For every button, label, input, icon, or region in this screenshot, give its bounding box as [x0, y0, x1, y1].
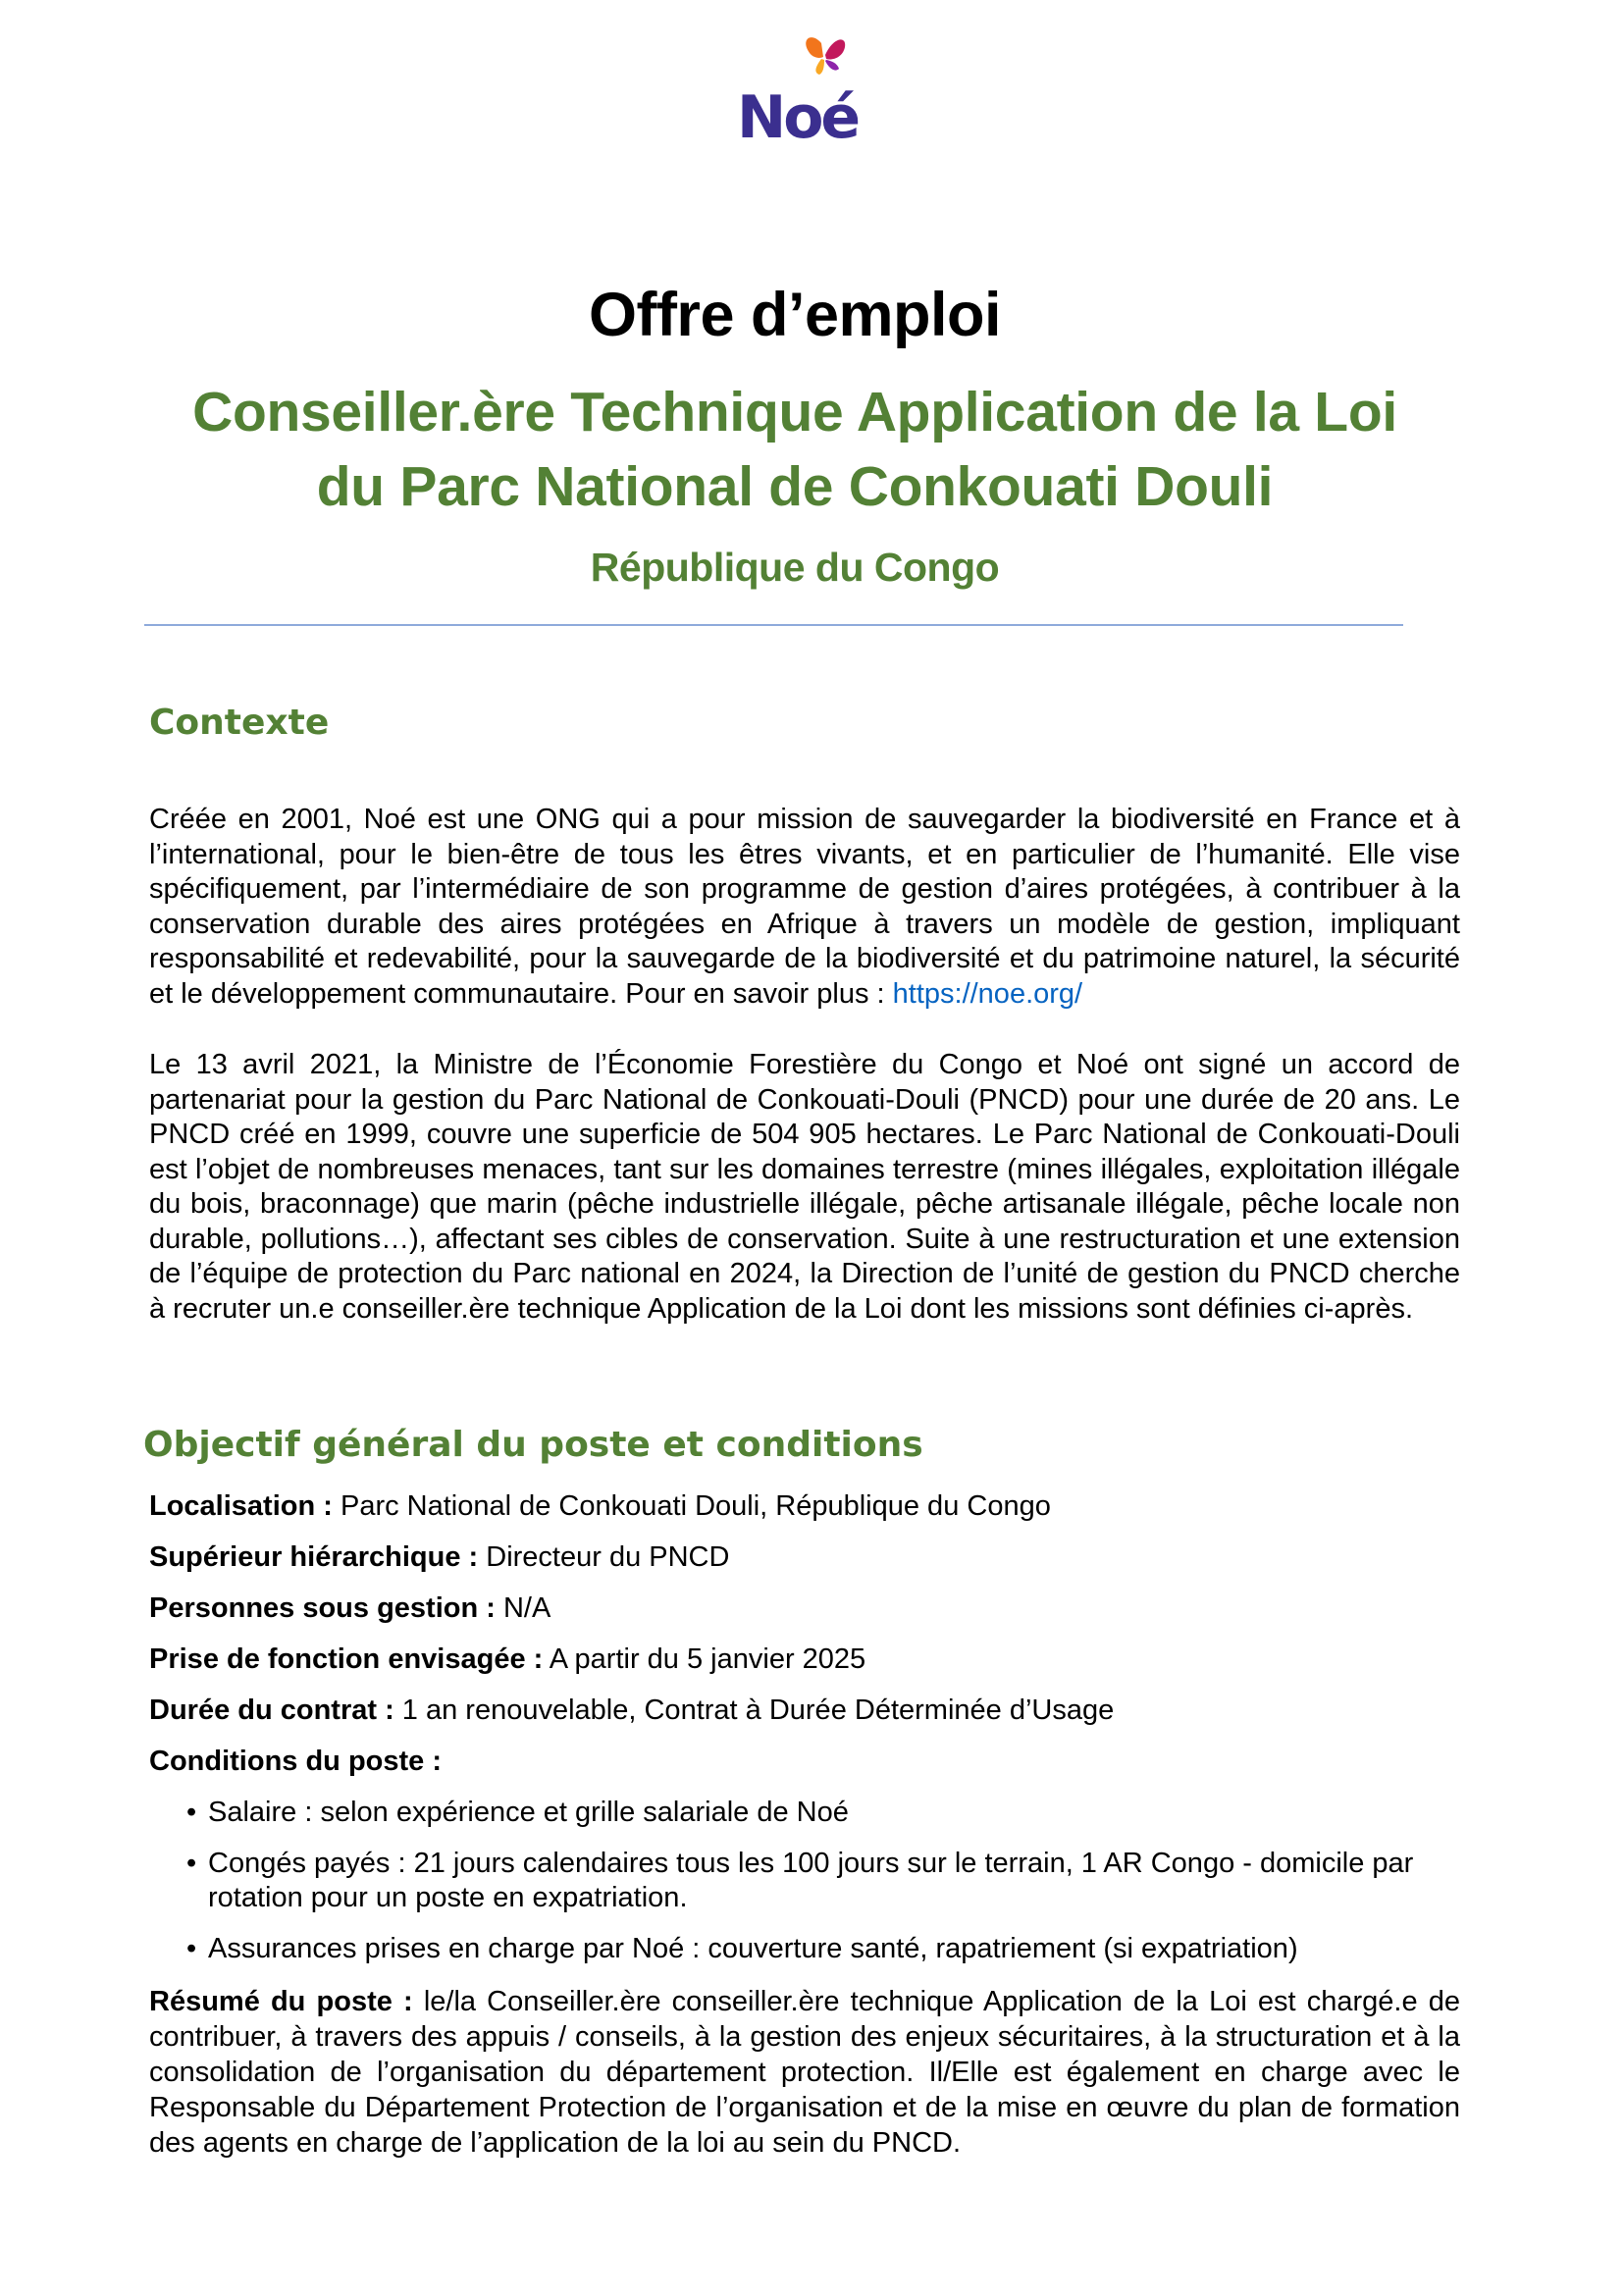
field-label: Prise de fonction envisagée :	[149, 1643, 544, 1675]
field-value: A partir du 5 janvier 2025	[543, 1643, 866, 1675]
field-value: N/A	[495, 1592, 551, 1624]
field-label: Résumé du poste :	[149, 1986, 413, 2017]
field-resume-poste	[149, 1984, 1460, 2161]
butterfly-icon	[731, 31, 878, 149]
field-value: Directeur du PNCD	[478, 1541, 730, 1573]
field-label: Personnes sous gestion :	[149, 1592, 496, 1624]
conditions-list	[186, 1796, 1462, 1983]
job-title	[118, 375, 1472, 524]
field-label: Localisation :	[149, 1490, 333, 1522]
context-paragraph-1-text: Créée en 2001, Noé est une ONG qui a pour mission de sauvegarder la biodiversité en France et à l’international, pour le bien-être de tous les êtres vivants, et en particulier de l’humanité. Elle vise spécifiquement, par l’intermédiaire de son programme de gestion d’aires protégées, à contribuer à la conservation durable des aires protégées en Afrique à travers un modèle de gestion, impliquant responsabilité et redevabilité, pour la sauvegarde de la biodiversité et du patrimoine naturel, la sécurité et le développement communautaire. Pour en savoir plus :	[149, 804, 1460, 1010]
field-localisation	[149, 1489, 1460, 1524]
bullet-icon: •	[186, 1848, 197, 1879]
list-item	[186, 1847, 1462, 1915]
bullet-icon: •	[186, 1933, 197, 1964]
bullet-icon: •	[186, 1797, 197, 1828]
field-conditions	[149, 1745, 1460, 1779]
list-item-text: Assurances prises en charge par Noé : couverture santé, rapatriement (si expatriation)	[208, 1933, 1298, 1964]
field-value: 1 an renouvelable, Contrat à Durée Déterminée d’Usage	[393, 1695, 1115, 1726]
job-title-line-1: Conseiller.ère Technique Application de la Loi	[192, 381, 1397, 443]
job-title-line-2: du Parc National de Conkouati Douli	[316, 455, 1274, 518]
field-superieur	[149, 1540, 1460, 1575]
section-heading-contexte: Contexte	[149, 703, 330, 743]
document-title: Offre d’emploi	[588, 281, 1002, 349]
country-subtitle: République du Congo	[590, 545, 1000, 590]
list-item-text: Congés payés : 21 jours calendaires tous les 100 jours sur le terrain, 1 AR Congo - domicile par rotation pour un poste en expatriation.	[208, 1848, 1414, 1913]
list-item	[186, 1796, 1462, 1830]
field-prise-de-fonction	[149, 1643, 1460, 1677]
context-paragraph-1	[149, 803, 1460, 1012]
list-item	[186, 1932, 1462, 1966]
field-label: Durée du contrat :	[149, 1695, 394, 1726]
list-item-text: Salaire : selon expérience et grille salariale de Noé	[208, 1797, 849, 1828]
noe-website-link[interactable]: https://noe.org/	[892, 977, 1083, 1010]
field-label: Supérieur hiérarchique :	[149, 1541, 479, 1573]
field-value: le/la Conseiller.ère conseiller.ère technique Application de la Loi est chargé.e de contribuer, à travers des appuis / conseils, à la gestion des enjeux sécuritaires, à la structuration et à la consolidation de l’organisation du département protection. Il/Elle est également en charge avec le Responsable du Département Protection de l’organisation et de la mise en œuvre du plan de formation des agents en charge de l’application de la loi au sein du PNCD.	[149, 1986, 1460, 2159]
context-paragraph-2: Le 13 avril 2021, la Ministre de l’Économie Forestière du Congo et Noé ont signé un accord de partenariat pour la gestion du Parc National de Conkouati-Douli (PNCD) pour une durée de 20 ans. Le PNCD créé en 1999, couvre une superficie de 504 905 hectares. Le Parc National de Conkouati-Douli est l’objet de nombreuses menaces, tant sur les domaines terrestre (mines illégales, exploitation illégale du bois, braconnage) que marin (pêche industrielle illégale, pêche artisanale illégale, pêche locale non durable, pollutions…), affectant ses cibles de conservation. Suite à une restructuration et une extension de l’équipe de protection du Parc national en 2024, la Direction de l’unité de gestion du PNCD cherche à recruter un.e conseiller.ère technique Application de la Loi dont les missions sont définies ci-après.	[149, 1049, 1460, 1325]
section-heading-objectif: Objectif général du poste et conditions	[143, 1425, 923, 1465]
field-value: Parc National de Conkouati Douli, République du Congo	[332, 1490, 1051, 1522]
logo-wordmark: Noé	[737, 83, 859, 149]
header-divider	[144, 624, 1403, 626]
field-duree-contrat	[149, 1694, 1460, 1728]
field-personnes	[149, 1591, 1460, 1626]
noe-logo	[731, 31, 878, 149]
field-label: Conditions du poste :	[149, 1746, 443, 1777]
